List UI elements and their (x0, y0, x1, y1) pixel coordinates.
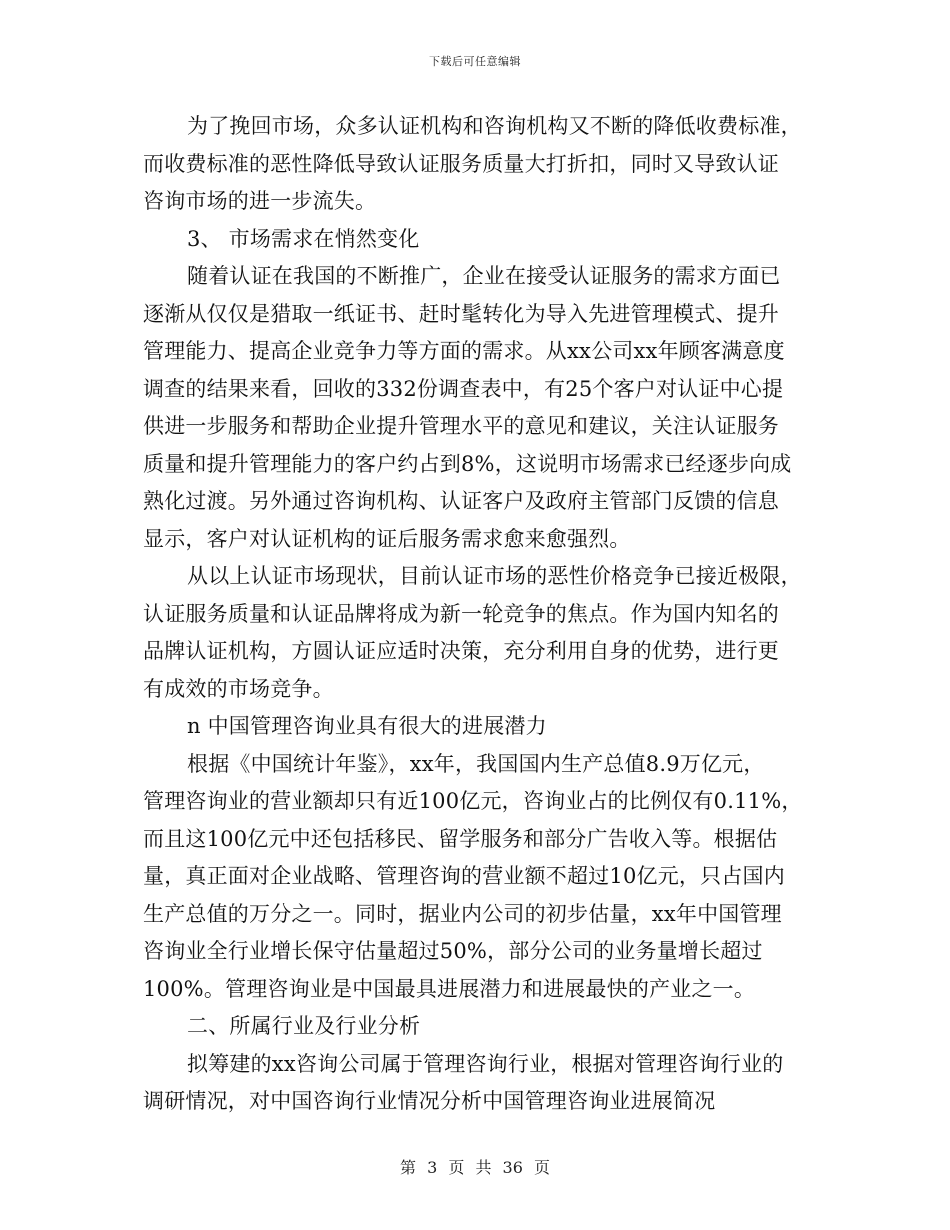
document-body (143, 108, 808, 1121)
text-line: 管理咨询业的营业额却只有近100亿元，咨询业占的比例仅有0.11%， (143, 789, 803, 813)
text-line: 二、所属行业及行业分析 (187, 1014, 421, 1038)
text-line: 熟化过渡。另外通过咨询机构、认证客户及政府主管部门反馈的信息 (143, 489, 779, 513)
text-line: 100%。管理咨询业是中国最具进展潜力和进展最快的产业之一。 (143, 976, 756, 1001)
page-footer: 第 3 页 共 36 页 (400, 1158, 550, 1177)
text-line: n 中国管理咨询业具有很大的进展潜力 (187, 714, 547, 738)
text-line: 显示，客户对认证机构的证后服务需求愈来愈强烈。 (143, 526, 631, 551)
page-header: 下载后可任意编辑 (429, 55, 521, 68)
text-line: 生产总值的万分之一。同时，据业内公司的初步估量，xx年中国管理 (143, 901, 782, 926)
text-line: 供进一步服务和帮助企业提升管理水平的意见和建议，关注认证服务 (143, 414, 779, 438)
text-line: 管理能力、提高企业竞争力等方面的需求。从xx公司xx年顾客满意度 (143, 339, 785, 363)
text-line: 而收费标准的恶性降低导致认证服务质量大打折扣，同时又导致认证 (143, 151, 779, 176)
text-line: 咨询业全行业增长保守估量超过50%，部分公司的业务量增长超过 (143, 939, 763, 963)
text-line: 有成效的市场竞争。 (143, 676, 334, 701)
text-line: 3、 市场需求在悄然变化 (187, 226, 420, 251)
text-line: 调研情况，对中国咨询行业情况分析中国管理咨询业进展简况 (143, 1089, 716, 1113)
text-line: 逐渐从仅仅是猎取一纸证书、赶时髦转化为导入先进管理模式、提升 (143, 301, 779, 326)
text-line: 从以上认证市场现状，目前认证市场的恶性价格竞争已接近极限， (187, 564, 802, 588)
text-line: 而且这100亿元中还包括移民、留学服务和部分广告收入等。根据估 (143, 826, 778, 851)
text-line: 拟筹建的xx咨询公司属于管理咨询行业，根据对管理咨询行业的 (187, 1051, 784, 1076)
text-line: 根据《中国统计年鉴》，xx年，我国国内生产总值8.9万亿元， (187, 751, 765, 776)
text-line: 随着认证在我国的不断推广，企业在接受认证服务的需求方面已 (187, 264, 781, 288)
text-line: 质量和提升管理能力的客户约占到8%，这说明市场需求已经逐步向成 (143, 451, 792, 476)
text-line: 量，真正面对企业战略、管理咨询的营业额不超过10亿元，只占国内 (143, 864, 785, 888)
text-line: 品牌认证机构，方圆认证应适时决策，充分利用自身的优势，进行更 (143, 639, 779, 663)
text-line: 认证服务质量和认证品牌将成为新一轮竞争的焦点。作为国内知名的 (143, 601, 779, 626)
text-line: 咨询市场的进一步流失。 (143, 189, 377, 213)
text-line: 为了挽回市场，众多认证机构和咨询机构又不断的降低收费标准， (187, 114, 802, 138)
text-line: 调查的结果来看，回收的332份调查表中，有25个客户对认证中心提 (143, 376, 784, 401)
